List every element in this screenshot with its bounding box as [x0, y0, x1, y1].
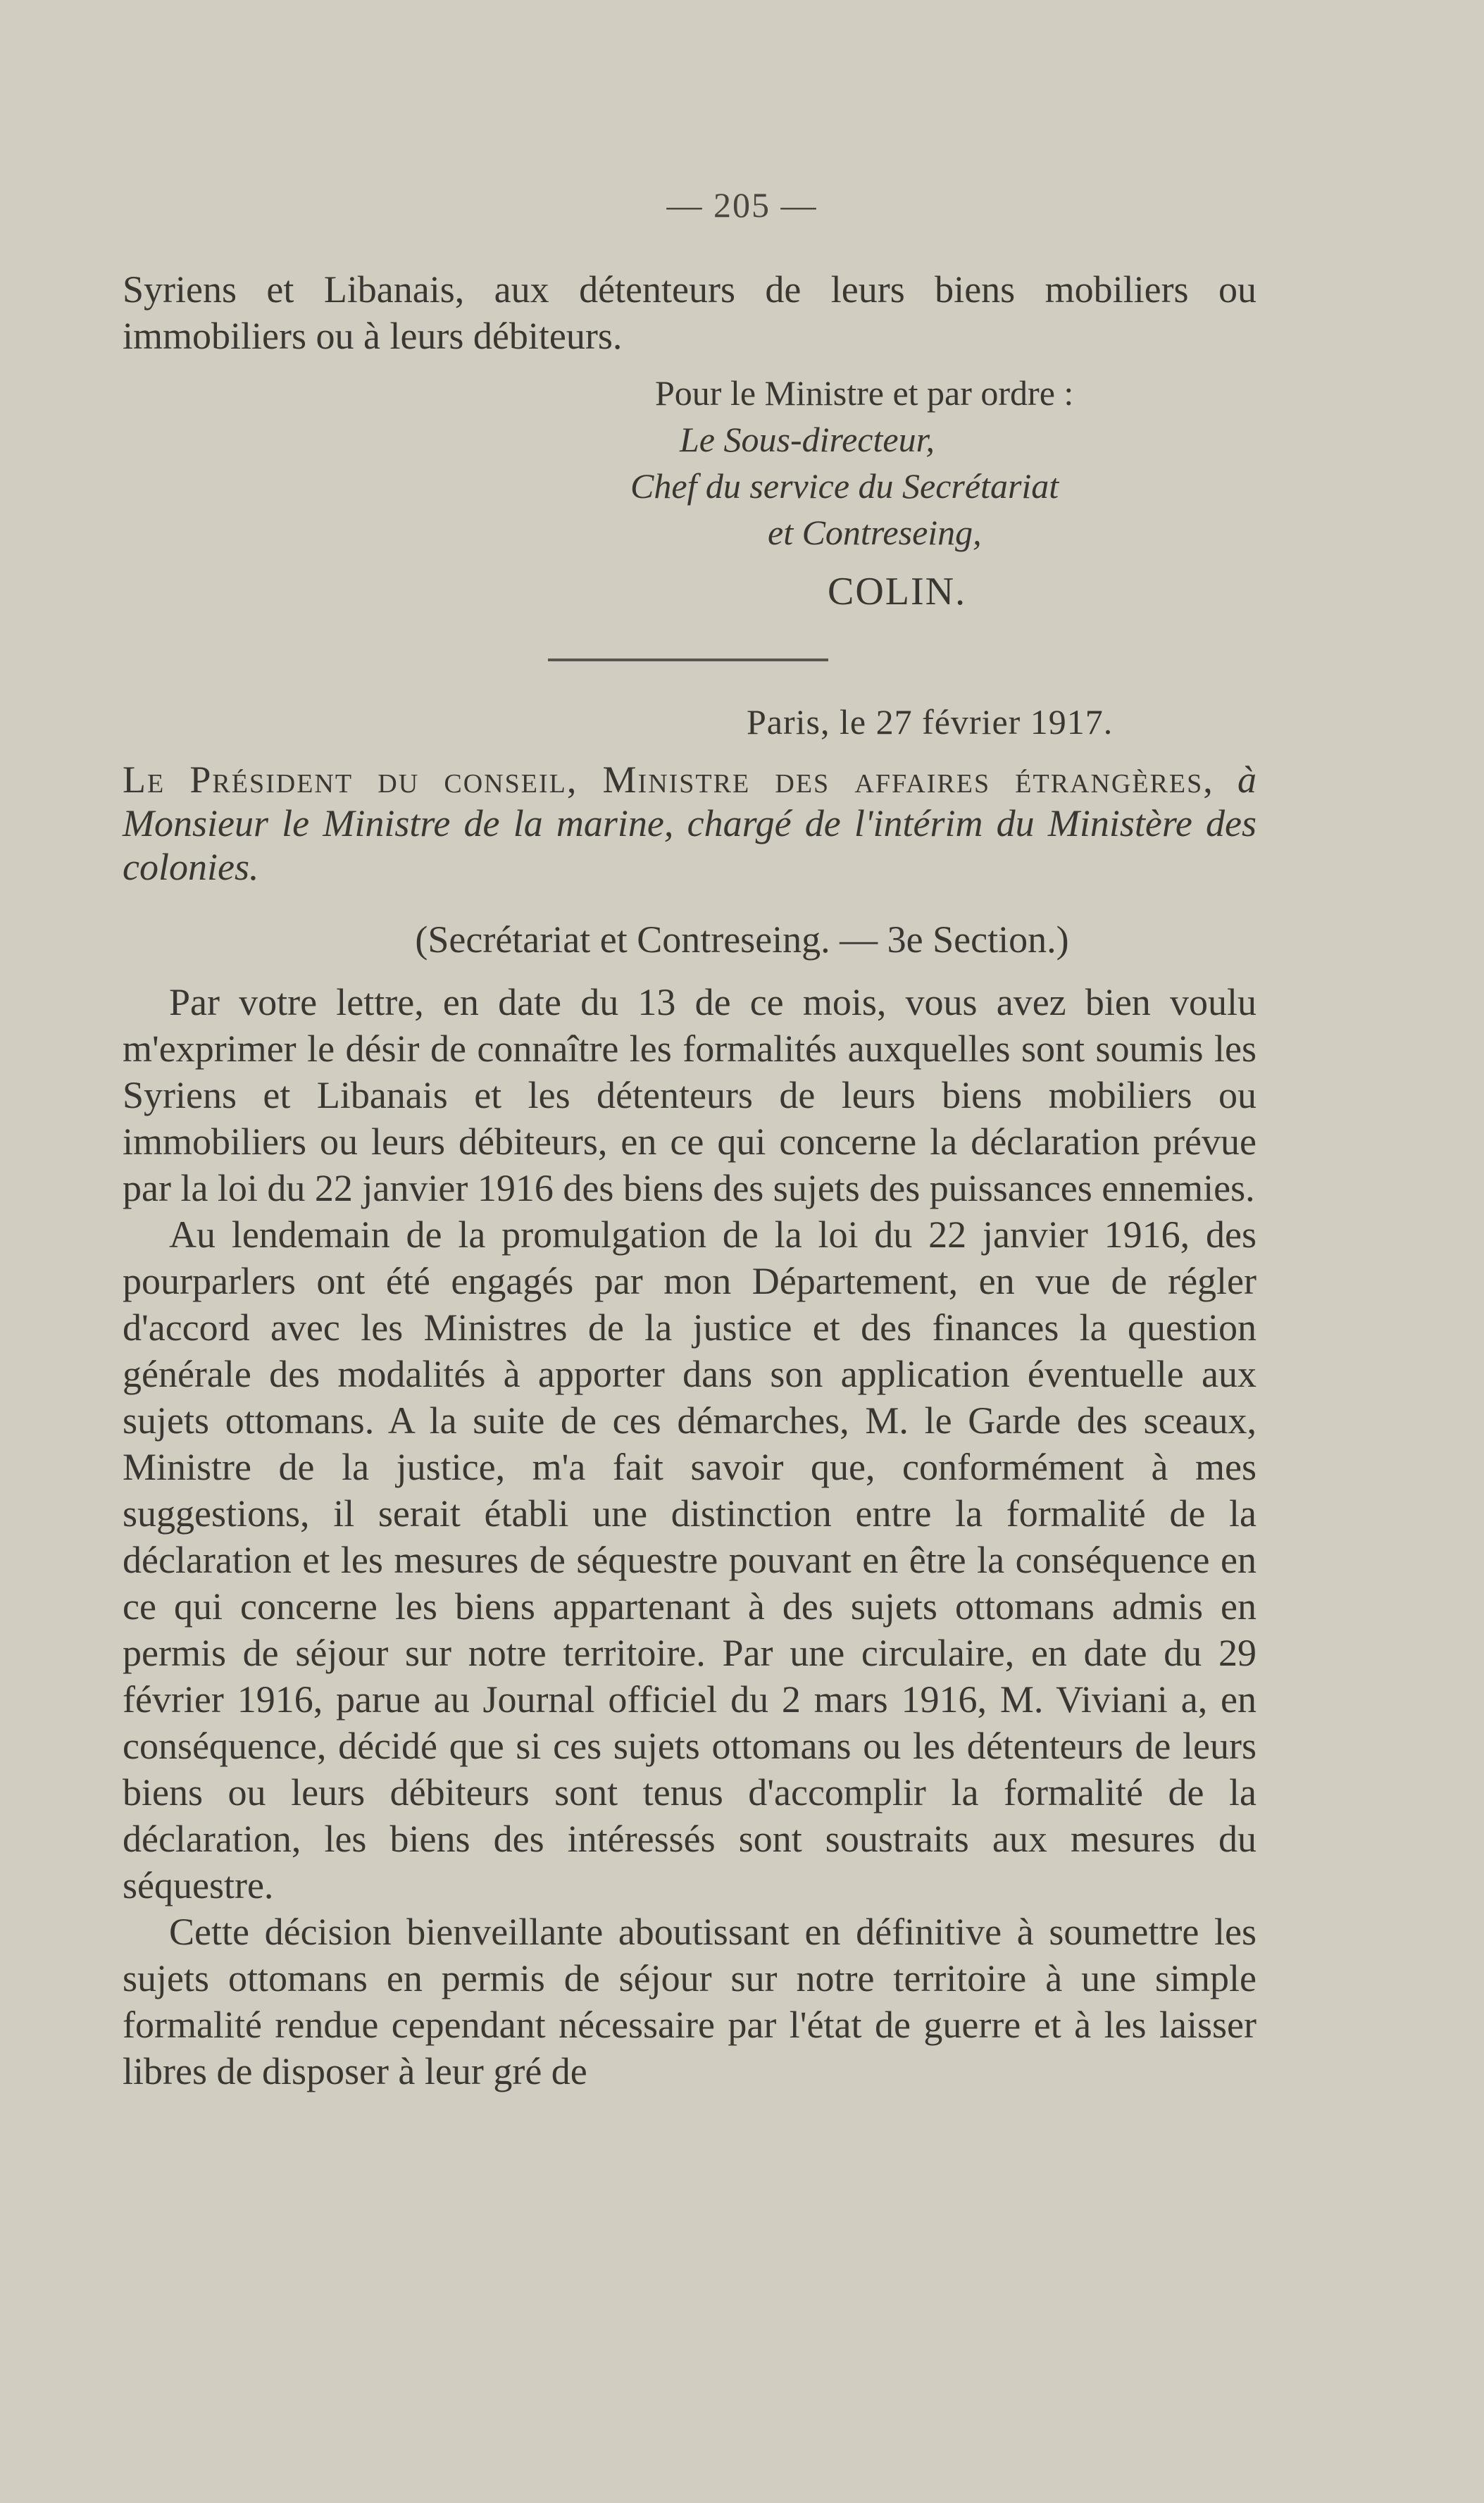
address-block — [123, 758, 1257, 889]
signature-line-4: et Contreseing, — [768, 513, 982, 552]
paragraph-2: Au lendemain de la promulgation de la loi du 22 janvier 1916, des pourparlers ont été engagés par mon Département, en vue de régler d'accord avec les Ministres de la justice et des finances la question générale des modalités à apporter dans son application éventuelle aux sujets ottomans. A la suite de ces démarches, M. le Garde des sceaux, Ministre de la justice, m'a fait savoir que, conformément à mes suggestions, il serait établi une distinction entre la formalité de la déclaration et les mesures de séquestre pouvant en être la conséquence en ce qui concerne les biens appartenant à des sujets ottomans admis en permis de séjour sur notre territoire. Par une circulaire, en date du 29 février 1916, parue au Journal officiel du 2 mars 1916, M. Viviani a, en conséquence, décidé que si ces sujets ottomans ou les détenteurs de leurs biens ou leurs débiteurs sont tenus d'accomplir la formalité de la déclaration, les biens des intéressés sont soustraits aux mesures du séquestre. — [123, 1213, 1257, 1906]
signature-line-2: Le Sous-directeur, — [680, 420, 935, 459]
separator-rule — [548, 658, 828, 661]
signature-name: COLIN. — [828, 570, 967, 613]
letter-body — [123, 979, 1257, 2095]
section-heading: (Secrétariat et Contreseing. — 3e Section.) — [415, 918, 1069, 961]
paragraph-3: Cette décision bienveillante aboutissant en définitive à soumettre les sujets ottomans en permis de séjour sur notre territoire à une simple formalité rendue cependant nécessaire par l'état de guerre et à les laisser libres de disposer à leur gré de — [123, 1911, 1257, 2092]
paragraph-1: Par votre lettre, en date du 13 de ce mois, vous avez bien voulu m'exprimer le désir de connaître les formalités auxquelles sont soumis les Syriens et Libanais et les détenteurs de leurs biens mobiliers ou immobiliers ou leurs débiteurs, en ce qui concerne la déclaration prévue par la loi du 22 janvier 1916 des biens des sujets des puissances ennemies. — [123, 981, 1257, 1209]
address-sender: Le Président du conseil, Ministre des affaires étrangères, — [123, 759, 1214, 801]
address-recipient: à Monsieur le Ministre de la marine, chargé de l'intérim du Ministère des colonies. — [123, 759, 1257, 888]
lead-text: Syriens et Libanais, aux détenteurs de leurs biens mobiliers ou immobiliers ou à leurs débiteurs. — [123, 268, 1257, 357]
page-number: — 205 — — [666, 185, 818, 225]
signature-block — [563, 370, 1268, 615]
date-line: Paris, le 27 février 1917. — [747, 702, 1114, 742]
lead-paragraph — [123, 266, 1257, 359]
signature-line-1: Pour le Ministre et par ordre : — [655, 373, 1074, 413]
signature-line-3: Chef du service du Secrétariat — [630, 466, 1059, 506]
